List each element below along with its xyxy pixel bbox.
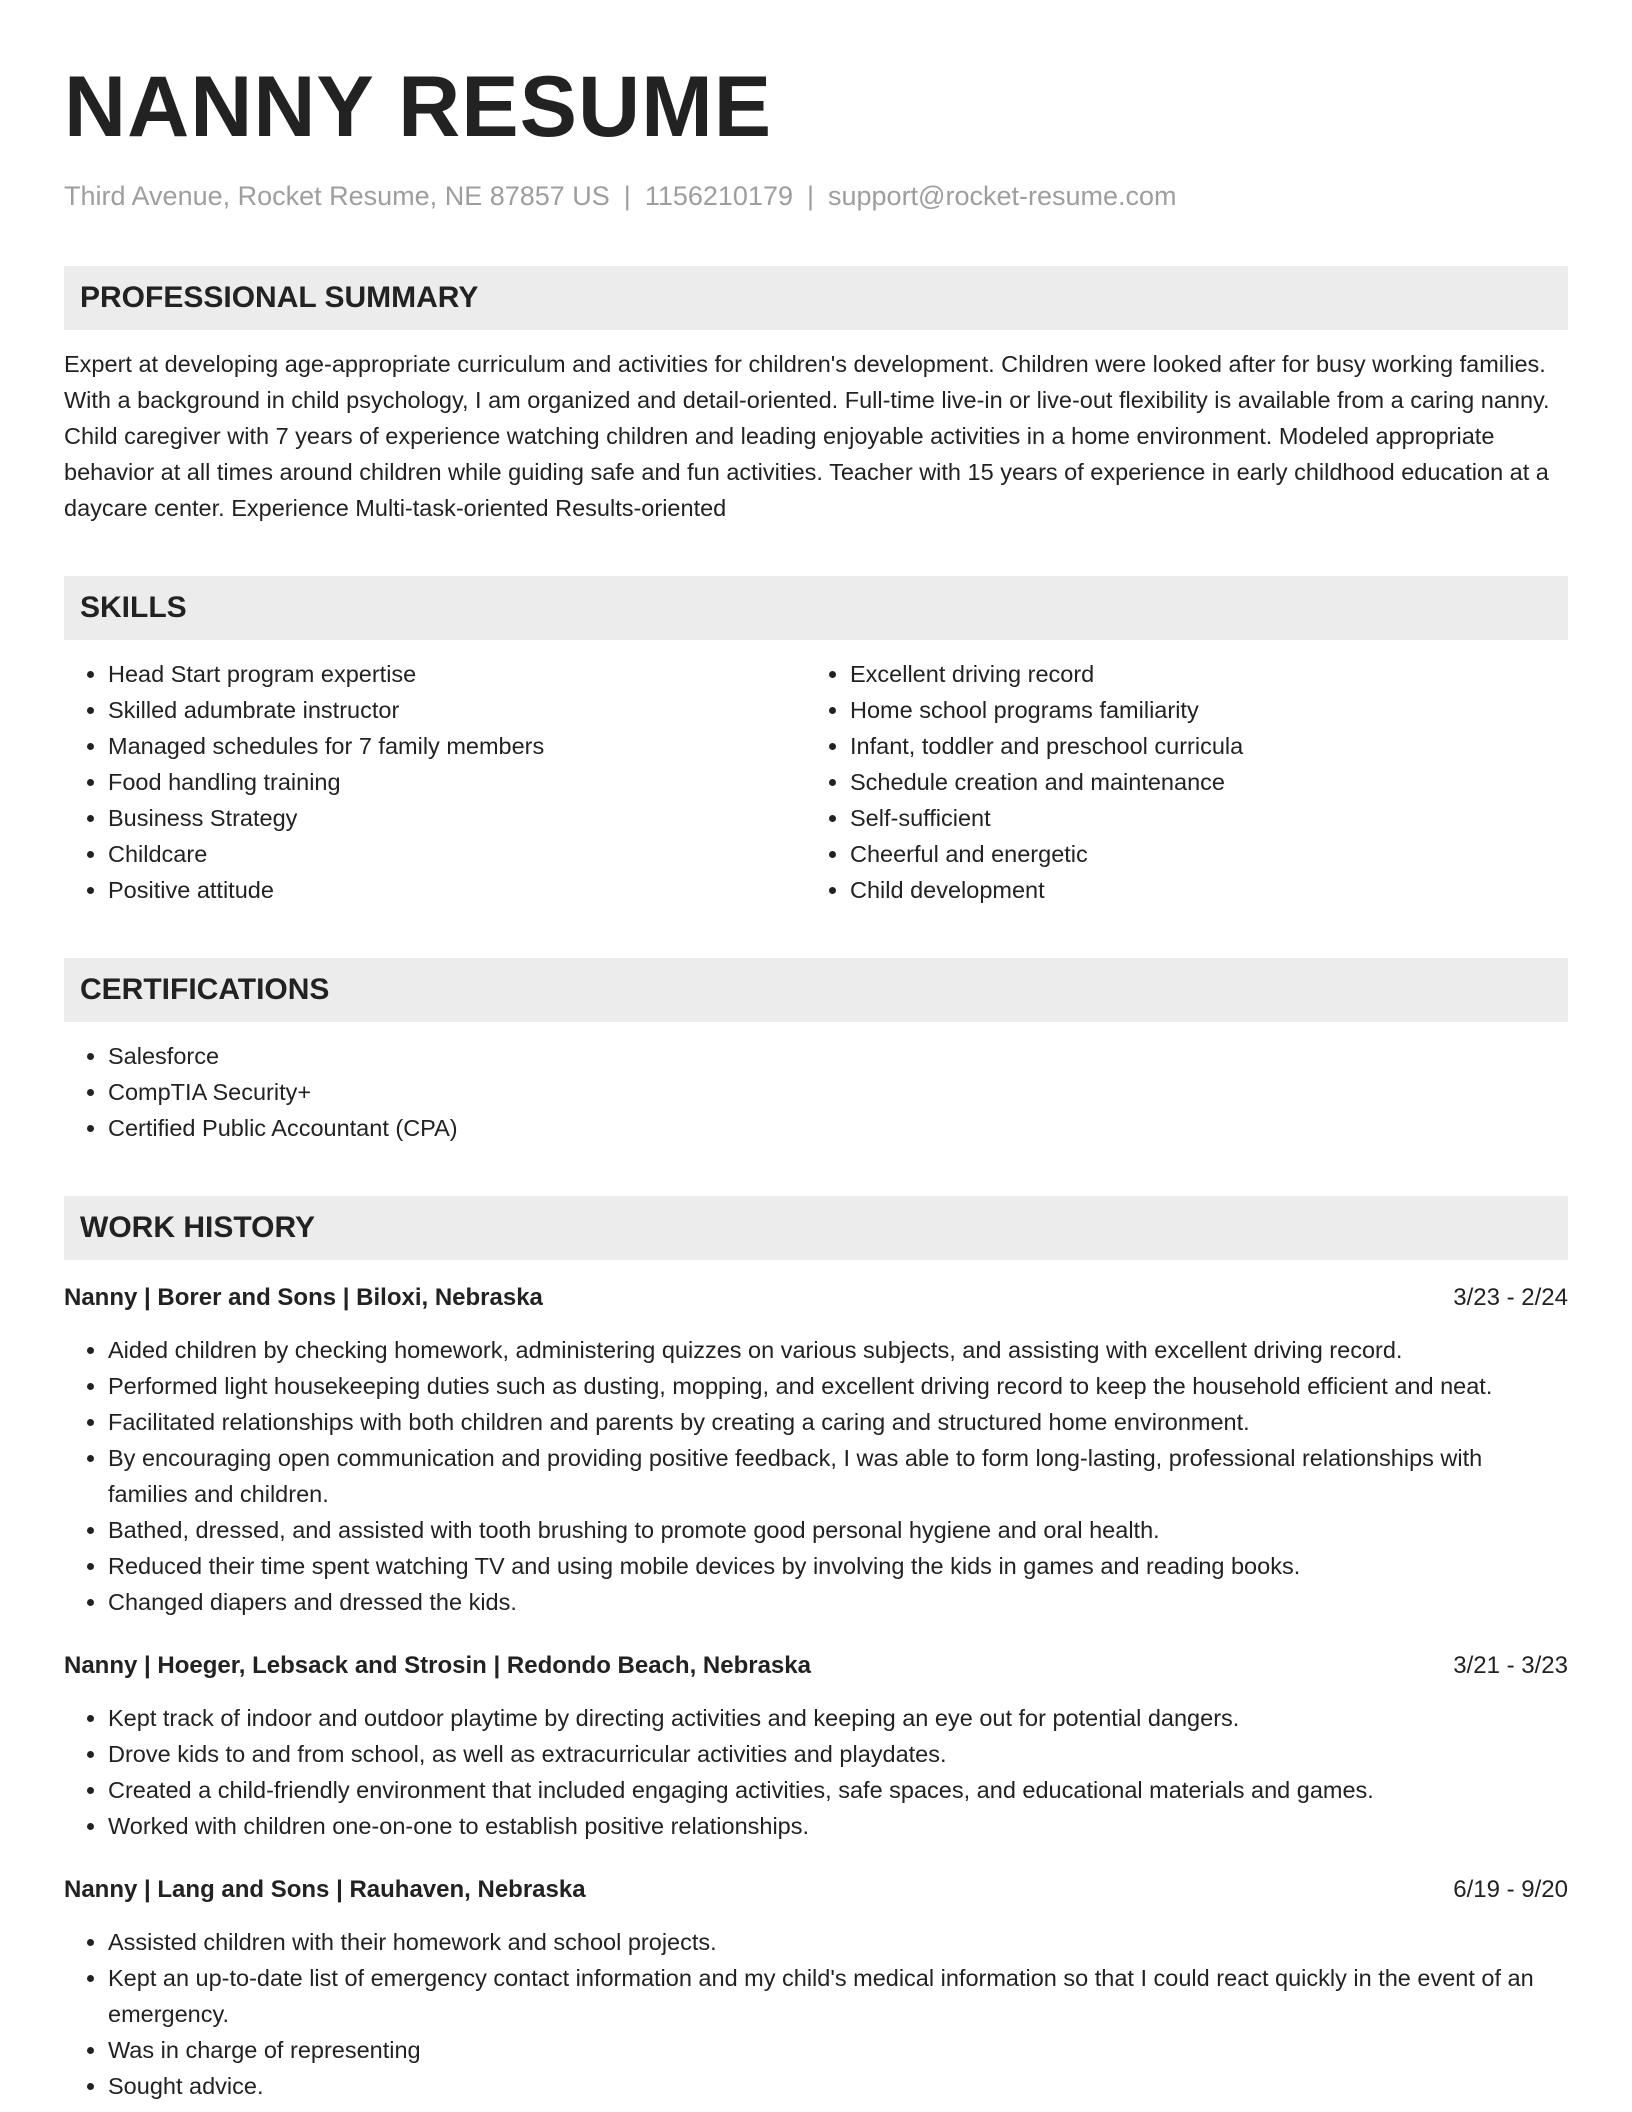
job-duties-list [64,1924,1568,2104]
job-header [64,1280,1568,1316]
section-heading-summary: PROFESSIONAL SUMMARY [64,266,1568,330]
skill-item: • Child development [850,872,1548,908]
job-duty: • Drove kids to and from school, as well as extracurricular activities and playdates. [108,1736,1568,1772]
skill-item: • Cheerful and energetic [850,836,1548,872]
job-duty: • Was in charge of representing [108,2032,1568,2068]
job-duty: • Created a child-friendly environment that included engaging activities, safe spaces, and educational materials and games. [108,1772,1568,1808]
job-duty: • Changed diapers and dressed the kids. [108,1584,1568,1620]
skill-item: • Business Strategy [108,800,806,836]
job-dates: 6/19 - 9/20 [1453,1876,1568,1903]
skill-item: • Food handling training [108,764,806,800]
job-title: Nanny | Hoeger, Lebsack and Strosin | Redondo Beach, Nebraska [64,1652,811,1679]
skills-grid [64,656,1568,908]
job-duty: • Sought advice. [108,2068,1568,2104]
professional-summary-text: Expert at developing age-appropriate curriculum and activities for children's development. Children were looked after for busy working families. With a background in child psychology, I am organized and detail-oriented. Full-time live-in or live-out flexibility is available from a caring nanny. Child caregiver with 7 years of experience watching children and leading enjoyable activities in a home environment. Modeled appropriate behavior at all times around children while guiding safe and fun activities. Teacher with 15 years of experience in early childhood education at a daycare center. Experience Multi-task-oriented Results-oriented [64,351,1550,521]
job-duty: • Bathed, dressed, and assisted with tooth brushing to promote good personal hygiene and oral health. [108,1512,1568,1548]
contact-email[interactable]: support@rocket-resume.com [828,181,1177,211]
skill-item: • Infant, toddler and preschool curricula [850,728,1548,764]
job-entry [64,1872,1568,2104]
certifications-list [64,1038,1568,1146]
skill-item: • Self-sufficient [850,800,1548,836]
job-duty: • Performed light housekeeping duties such as dusting, mopping, and excellent driving record to keep the household efficient and neat. [108,1368,1568,1404]
job-entry [64,1648,1568,1844]
job-dates: 3/21 - 3/23 [1453,1652,1568,1679]
skill-item: • Schedule creation and maintenance [850,764,1548,800]
contact-line [64,176,1568,216]
job-title: Nanny | Borer and Sons | Biloxi, Nebraska [64,1284,543,1311]
skill-item: • Head Start program expertise [108,656,806,692]
job-duty: • By encouraging open communication and providing positive feedback, I was able to form long-lasting, professional relationships with families and children. [108,1440,1568,1512]
job-duties-list [64,1700,1568,1844]
certification-item: • CompTIA Security+ [108,1074,1568,1110]
certification-item: • Salesforce [108,1038,1568,1074]
contact-separator: | [806,181,814,211]
skill-item: • Home school programs familiarity [850,692,1548,728]
job-duty: • Kept an up-to-date list of emergency contact information and my child's medical information so that I could react quickly in the event of an emergency. [108,1960,1568,2032]
job-duty: • Facilitated relationships with both children and parents by creating a caring and structured home environment. [108,1404,1568,1440]
skills-column-right [806,656,1548,908]
skill-item: • Positive attitude [108,872,806,908]
job-duty: • Reduced their time spent watching TV and using mobile devices by involving the kids in games and reading books. [108,1548,1568,1584]
job-duty: • Aided children by checking homework, administering quizzes on various subjects, and assisting with excellent driving record. [108,1332,1568,1368]
certification-item: • Certified Public Accountant (CPA) [108,1110,1568,1146]
contact-address: Third Avenue, Rocket Resume, NE 87857 US [64,181,610,211]
job-title: Nanny | Lang and Sons | Rauhaven, Nebraska [64,1876,586,1903]
job-header [64,1872,1568,1908]
section-heading-work-history: WORK HISTORY [64,1196,1568,1260]
job-duty: • Worked with children one-on-one to establish positive relationships. [108,1808,1568,1844]
section-heading-skills: SKILLS [64,576,1568,640]
skill-item: • Skilled adumbrate instructor [108,692,806,728]
skill-item: • Childcare [108,836,806,872]
job-duty: • Assisted children with their homework and school projects. [108,1924,1568,1960]
skills-column-left [64,656,806,908]
skill-item: • Excellent driving record [850,656,1548,692]
skill-item: • Managed schedules for 7 family members [108,728,806,764]
job-dates: 3/23 - 2/24 [1453,1284,1568,1311]
job-entry [64,1280,1568,1620]
section-heading-certifications: CERTIFICATIONS [64,958,1568,1022]
job-duty: • Kept track of indoor and outdoor playtime by directing activities and keeping an eye out for potential dangers. [108,1700,1568,1736]
contact-separator: | [623,181,631,211]
job-header [64,1648,1568,1684]
job-duties-list [64,1332,1568,1620]
contact-phone: 1156210179 [644,181,793,211]
resume-title: NANNY RESUME [64,59,773,155]
